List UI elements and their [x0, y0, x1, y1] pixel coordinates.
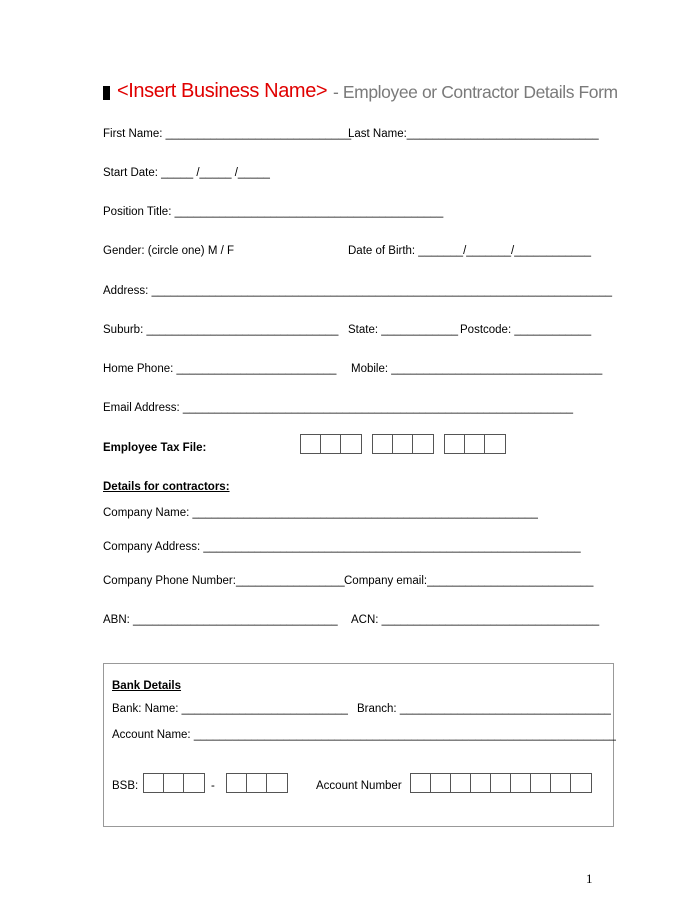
tax-file-digit-box[interactable]	[341, 435, 361, 453]
mobile-field[interactable]: Mobile: _________________________________	[351, 363, 603, 375]
account-digit-box[interactable]	[571, 774, 591, 792]
suburb-field[interactable]: Suburb: ______________________________	[103, 324, 339, 336]
account-digit-box[interactable]	[431, 774, 451, 792]
account-digit-box[interactable]	[531, 774, 551, 792]
first-name-field[interactable]: First Name: _____________________________	[103, 128, 352, 140]
account-digit-box[interactable]	[471, 774, 491, 792]
bsb-boxes-2[interactable]	[226, 773, 288, 793]
account-digit-box[interactable]	[451, 774, 471, 792]
tax-file-digit-box[interactable]	[465, 435, 485, 453]
account-digit-box[interactable]	[551, 774, 571, 792]
address-field[interactable]: Address: ________________________________________________________________________	[103, 285, 613, 297]
tax-file-boxes-3[interactable]	[444, 434, 506, 454]
bank-details-heading: Bank Details	[112, 680, 182, 692]
email-field[interactable]: Email Address: _____________________________________________________________	[103, 402, 574, 414]
branch-field[interactable]: Branch: _________________________________	[357, 703, 611, 715]
company-phone-field[interactable]: Company Phone Number:_________________	[103, 575, 345, 587]
tax-file-digit-box[interactable]	[413, 435, 433, 453]
home-phone-field[interactable]: Home Phone: _________________________	[103, 363, 337, 375]
account-name-field[interactable]: Account Name: __________________________________________________________________	[112, 729, 616, 741]
tax-file-boxes-1[interactable]	[300, 434, 362, 454]
account-digit-box[interactable]	[491, 774, 511, 792]
bsb-digit-box[interactable]	[267, 774, 287, 792]
position-title-field[interactable]: Position Title: __________________________________________	[103, 206, 444, 218]
company-name-field[interactable]: Company Name: ______________________________________________________	[103, 507, 538, 519]
bsb-boxes-1[interactable]	[143, 773, 205, 793]
gender-field[interactable]: Gender: (circle one) M / F	[103, 245, 235, 257]
bsb-digit-box[interactable]	[164, 774, 184, 792]
bsb-digit-box[interactable]	[247, 774, 267, 792]
tax-file-boxes-2[interactable]	[372, 434, 434, 454]
state-field[interactable]: State: ____________	[348, 324, 458, 336]
bsb-digit-box[interactable]	[144, 774, 164, 792]
account-number-label: Account Number	[316, 780, 402, 792]
bsb-digit-box[interactable]	[227, 774, 247, 792]
account-number-boxes[interactable]	[410, 773, 592, 793]
form-title: - Employee or Contractor Details Form	[333, 82, 618, 102]
start-date-field[interactable]: Start Date: _____ /_____ /_____	[103, 167, 270, 179]
company-email-field[interactable]: Company email:__________________________	[344, 575, 594, 587]
account-digit-box[interactable]	[511, 774, 531, 792]
abn-field[interactable]: ABN: ________________________________	[103, 614, 338, 626]
acn-field[interactable]: ACN: __________________________________	[351, 614, 600, 626]
contractors-heading: Details for contractors:	[103, 481, 230, 493]
tax-file-digit-box[interactable]	[373, 435, 393, 453]
last-name-field[interactable]: Last Name:______________________________	[348, 128, 599, 140]
postcode-field[interactable]: Postcode: ____________	[460, 324, 592, 336]
tax-file-digit-box[interactable]	[301, 435, 321, 453]
tax-file-digit-box[interactable]	[393, 435, 413, 453]
tax-file-digit-box[interactable]	[445, 435, 465, 453]
bank-name-field[interactable]: Bank: Name: __________________________	[112, 703, 348, 715]
business-name-placeholder: <Insert Business Name>	[117, 80, 328, 102]
bsb-digit-box[interactable]	[184, 774, 204, 792]
tax-file-digit-box[interactable]	[321, 435, 341, 453]
bsb-dash: -	[211, 780, 215, 792]
date-of-birth-field[interactable]: Date of Birth: _______/_______/____________	[348, 245, 591, 257]
title-marker	[103, 86, 110, 100]
tax-file-digit-box[interactable]	[485, 435, 505, 453]
company-address-field[interactable]: Company Address: ___________________________________________________________	[103, 541, 581, 553]
account-digit-box[interactable]	[411, 774, 431, 792]
page-number: 1	[586, 871, 593, 886]
bsb-label: BSB:	[112, 780, 139, 792]
tax-file-label: Employee Tax File:	[103, 442, 207, 454]
